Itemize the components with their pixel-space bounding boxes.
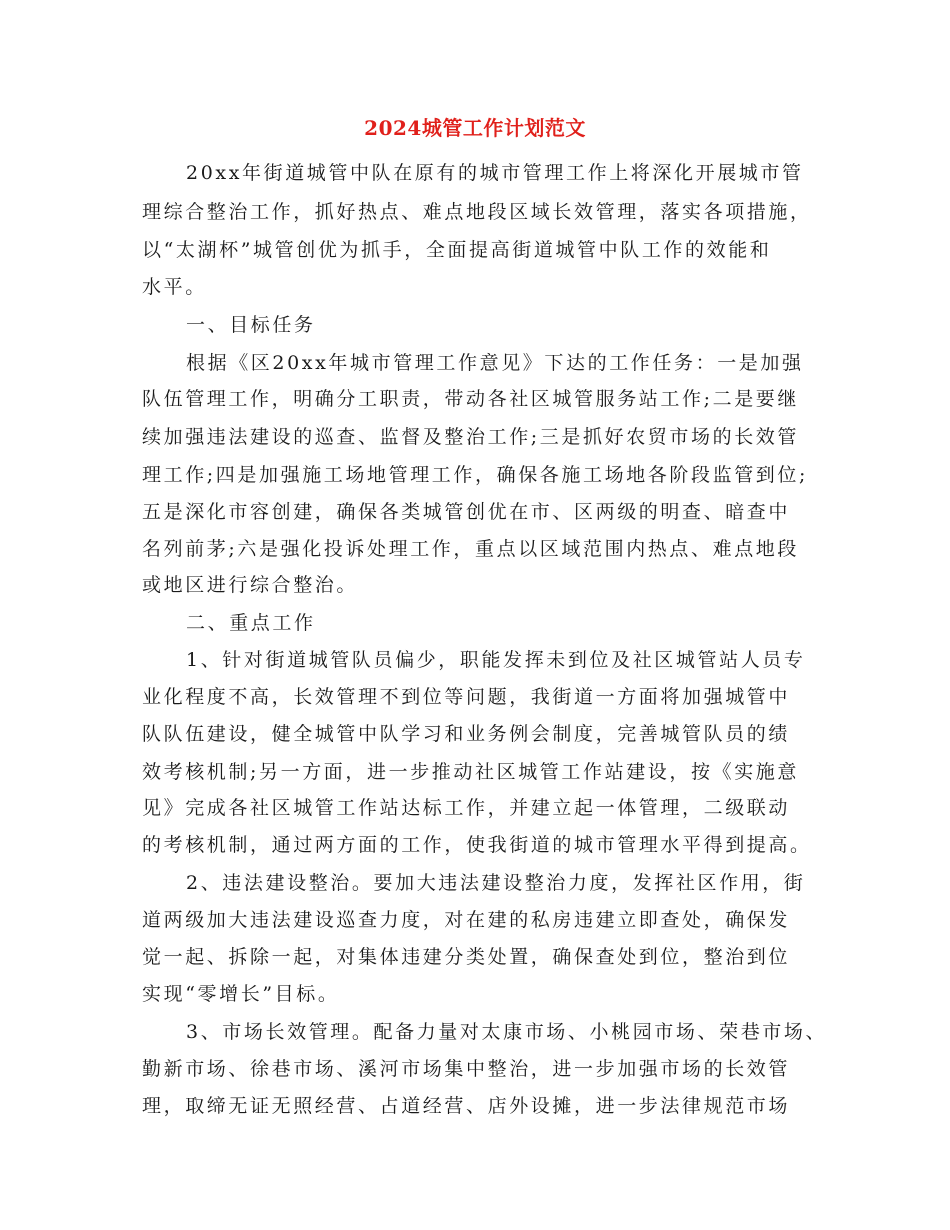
body-line: 名列前茅;六是强化投诉处理工作，重点以区域范围内热点、难点地段 [142,538,800,560]
body-line: 五是深化市容创建，确保各类城管创优在市、区两级的明查、暗查中 [142,501,791,523]
body-line: 队伍管理工作，明确分工职责，带动各社区城管服务站工作;二是要继 [142,388,800,410]
body-line: 理，取缔无证无照经营、占道经营、店外设摊，进一步法律规范市场 [142,1095,791,1117]
body-line: 道两级加大违法建设巡查力度，对在建的私房违建立即查处，确保发 [142,909,791,931]
body-line: 或地区进行综合整治。 [142,574,359,596]
body-line: 觉一起、拆除一起，对集体违建分类处置，确保查处到位，整治到位 [142,946,791,968]
body-line: 队队伍建设，健全城管中队学习和业务例会制度，完善城管队员的绩 [142,723,791,745]
body-line: 实现“零增长”目标。 [142,983,340,1005]
body-line: 2、违法建设整治。要加大违法建设整治力度，发挥社区作用，街 [186,872,806,894]
section-heading: 二、重点工作 [186,612,316,634]
section-heading: 一、目标任务 [186,314,316,336]
body-line: 3、市场长效管理。配备力量对太康市场、小桃园市场、荣巷市场、 [186,1021,828,1043]
body-line: 的考核机制，通过两方面的工作，使我街道的城市管理水平得到提高。 [142,834,812,856]
body-line: 业化程度不高，长效管理不到位等问题，我街道一方面将加强城管中 [142,686,791,708]
body-line: 1、针对街道城管队员偏少，职能发挥未到位及社区城管站人员专 [186,649,806,671]
document-title: 2024城管工作计划范文 [364,116,586,140]
body-line: 根据《区20xx年城市管理工作意见》下达的工作任务：一是加强 [186,352,804,374]
body-line: 见》完成各社区城管工作站达标工作，并建立起一体管理，二级联动 [142,797,791,819]
body-line: 理综合整治工作，抓好热点、难点地段区域长效管理，落实各项措施， [142,201,812,223]
body-line: 水平。 [142,276,207,298]
body-line: 效考核机制;另一方面，进一步推动社区城管工作站建设，按《实施意 [142,761,800,783]
body-line: 勤新市场、徐巷市场、溪河市场集中整治，进一步加强市场的长效管 [142,1058,791,1080]
body-line: 以“太湖杯”城管创优为抓手，全面提高街道城管中队工作的效能和 [142,239,772,261]
body-line: 续加强违法建设的巡查、监督及整治工作;三是抓好农贸市场的长效管 [142,426,800,448]
body-line: 20xx年街道城管中队在原有的城市管理工作上将深化开展城市管 [186,162,804,184]
body-line: 理工作;四是加强施工场地管理工作，确保各施工场地各阶段监管到位; [142,464,809,486]
